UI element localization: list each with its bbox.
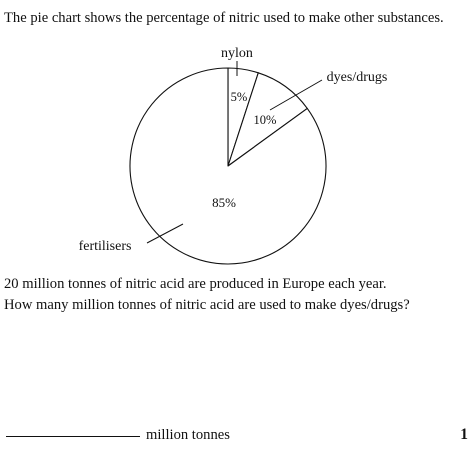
answer-line[interactable] [6, 436, 140, 437]
pie-slices [130, 68, 326, 264]
pie-value-label-nylon: 5% [230, 90, 248, 104]
pie-category-label-fertilisers: fertilisers [78, 239, 132, 254]
question-prompt: How many million tonnes of nitric acid are used to make dyes/drugs? [4, 297, 410, 313]
pie-value-label-dyes-drugs: 10% [253, 113, 277, 127]
intro-text: The pie chart shows the percentage of nitric used to make other substances. [4, 10, 444, 26]
answer-unit: million tonnes [146, 427, 230, 443]
question-context: 20 million tonnes of nitric acid are produced in Europe each year. [4, 276, 387, 292]
pie-value-label-fertilisers: 85% [212, 195, 236, 210]
marks-value: 1 [460, 426, 468, 443]
pie-category-label-nylon: nylon [221, 46, 253, 61]
pie-category-label-dyes-drugs: dyes/drugs [326, 70, 388, 85]
